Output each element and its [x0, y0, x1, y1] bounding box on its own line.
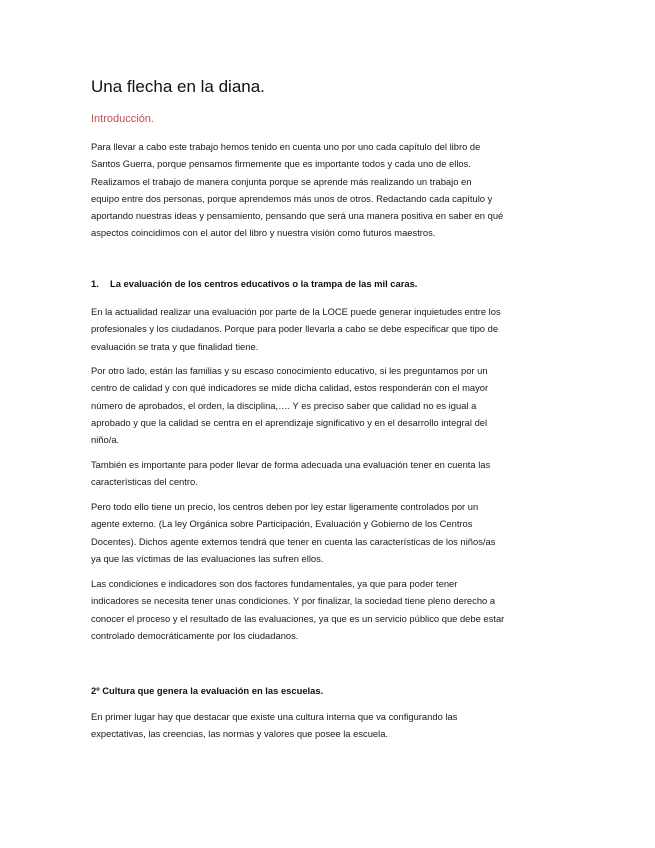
- section-2-heading: 2º Cultura que genera la evaluación en las escuelas.: [91, 685, 324, 696]
- text-line: agente externo. (La ley Orgánica sobre Participación, Evaluación y Gobierno de los Centros: [91, 518, 473, 530]
- introduction-heading: Introducción.: [91, 113, 154, 125]
- text-line: conocer el proceso y el resultado de las evaluaciones, ya que es un servicio público que debe estar: [91, 612, 505, 624]
- text-line: ya que las víctimas de las evaluaciones las sufren ellos.: [91, 552, 324, 564]
- section-1-number: 1.: [91, 278, 99, 289]
- text-line: indicadores se necesita tener unas condiciones. Y por finalizar, la sociedad tiene pleno derecho a: [91, 595, 496, 607]
- text-line: centro de calidad y con qué indicadores se mide dicha calidad, estos responderán con el mayor: [91, 382, 489, 394]
- text-line: niño/a.: [91, 434, 120, 446]
- section-1-heading: [91, 277, 417, 291]
- text-line: Pero todo ello tiene un precio, los centros deben por ley estar ligeramente controlados por un: [91, 501, 479, 512]
- section-2-paragraph-1: [91, 708, 571, 743]
- text-line: equipo entre dos personas, porque aprendemos más unos de otros. Redactando cada capítulo y: [91, 192, 493, 204]
- text-line: expectativas, las creencias, las normas y valores que posee la escuela.: [91, 728, 389, 740]
- section-1-title: La evaluación de los centros educativos o la trampa de las mil caras.: [110, 278, 418, 289]
- text-line: número de aprobados, el orden, la disciplina,…. Y es preciso saber que calidad no es igual a: [91, 399, 477, 411]
- text-line: aprobado y que la calidad se centra en el aprendizaje significativo y en el desarrollo integral del: [91, 416, 488, 428]
- text-line: Docentes). Dichos agente externos tendrá que tener en cuenta las características de los niños/as: [91, 535, 496, 547]
- section-1-paragraph-2: [91, 362, 571, 448]
- text-line: Las condiciones e indicadores son dos factores fundamentales, ya que para poder tener: [91, 578, 458, 589]
- text-line: En la actualidad realizar una evaluación por parte de la LOCE puede generar inquietudes entre los: [91, 306, 501, 317]
- section-1-paragraph-1: [91, 303, 571, 355]
- text-line: También es importante para poder llevar de forma adecuada una evaluación tener en cuenta las: [91, 459, 491, 470]
- text-line: aspectos coincidimos con el autor del libro y nuestra visión como futuros maestros.: [91, 227, 436, 239]
- text-line: Santos Guerra, porque pensamos firmemente que es importante todos y cada uno de ellos.: [91, 158, 471, 170]
- text-line: evaluación se trata y que finalidad tiene.: [91, 340, 259, 352]
- text-line: características del centro.: [91, 476, 198, 488]
- text-line: controlado democráticamente por los ciudadanos.: [91, 629, 299, 641]
- introduction-paragraph: [91, 138, 571, 242]
- section-1-paragraph-5: [91, 575, 571, 644]
- text-line: Para llevar a cabo este trabajo hemos tenido en cuenta uno por uno cada capítulo del libro de: [91, 141, 481, 152]
- text-line: Realizamos el trabajo de manera conjunta porque se aprende más realizando un trabajo en: [91, 175, 472, 187]
- text-line: Por otro lado, están las familias y su escaso conocimiento educativo, si les preguntamos por un: [91, 365, 488, 376]
- section-1-paragraph-4: [91, 498, 571, 567]
- text-line: aportando nuestras ideas y pensamiento, pensando que será una manera positiva en saber en qué: [91, 210, 504, 222]
- section-1-paragraph-3: [91, 456, 571, 491]
- text-line: profesionales y los ciudadanos. Porque para poder llevarla a cabo se debe especificar que tipo de: [91, 323, 499, 335]
- document-title: Una flecha en la diana.: [91, 77, 265, 96]
- text-line: En primer lugar hay que destacar que existe una cultura interna que va configurando las: [91, 711, 458, 722]
